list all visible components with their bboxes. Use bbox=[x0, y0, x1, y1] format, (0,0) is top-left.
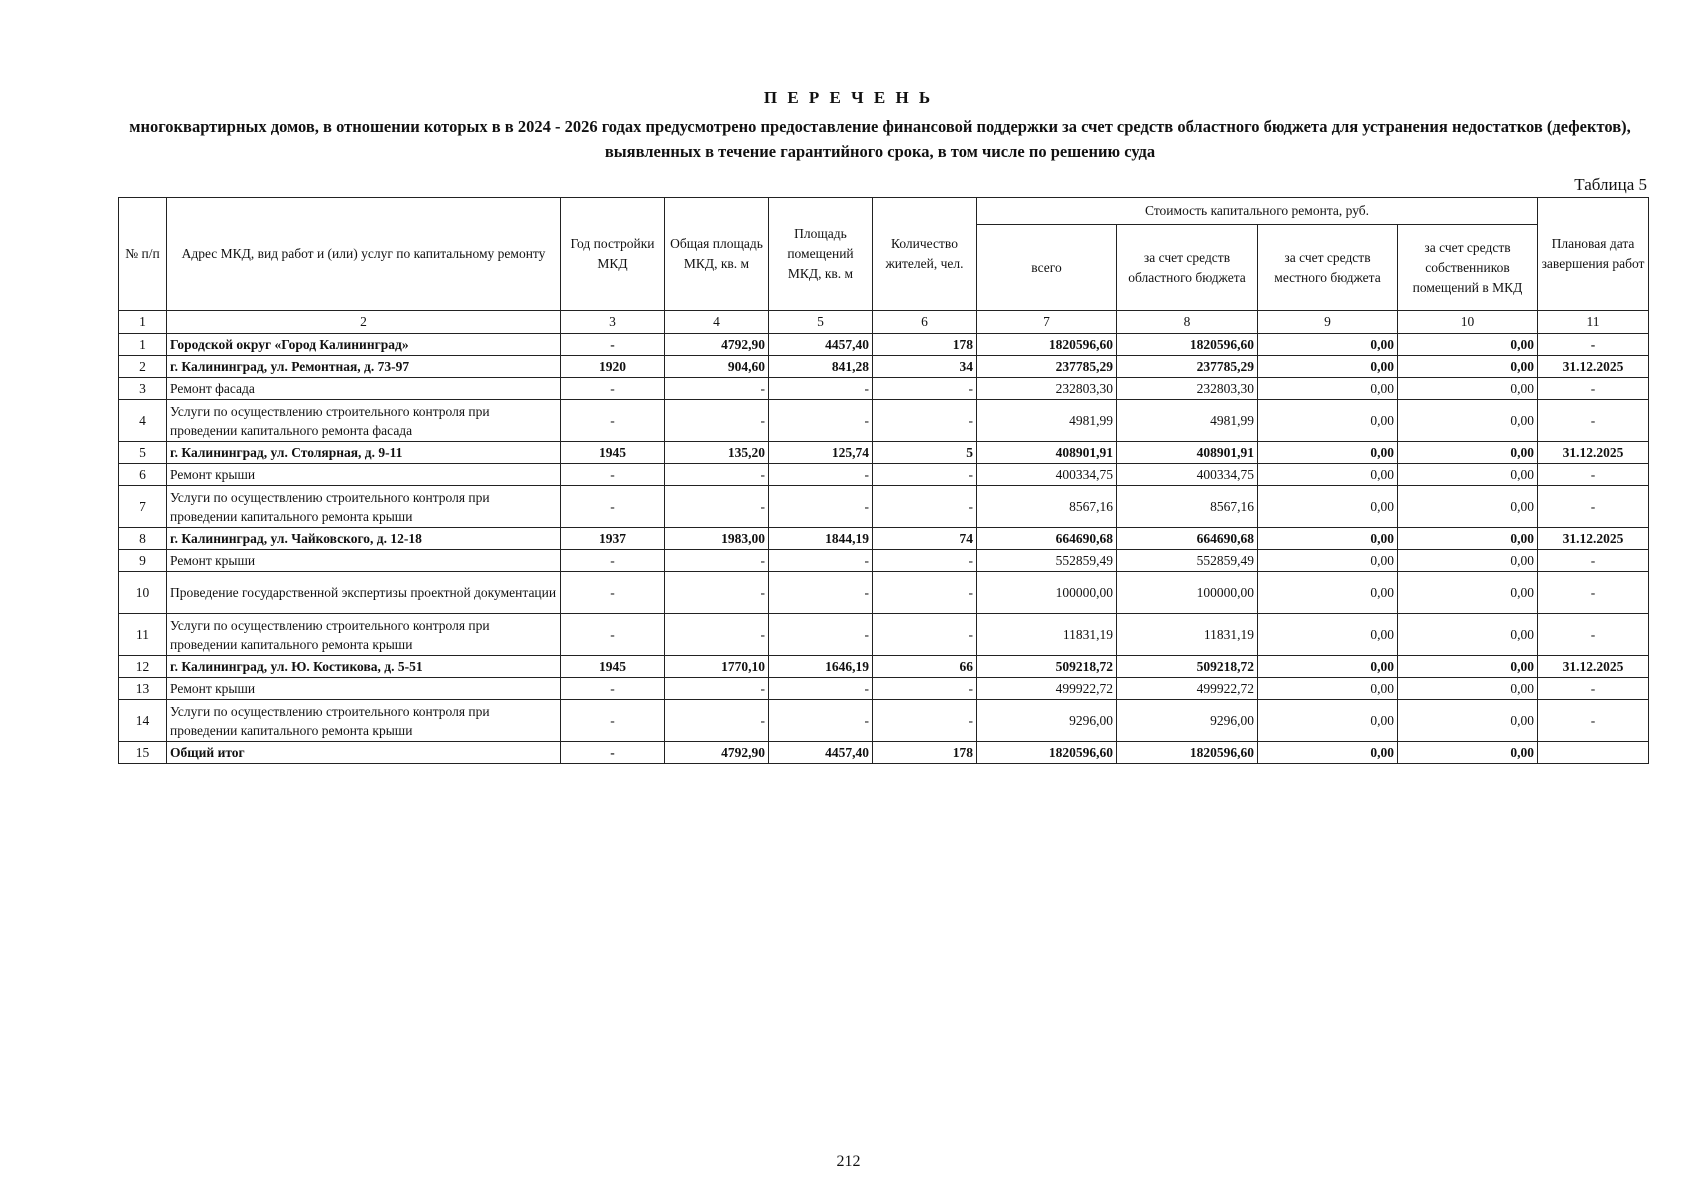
row-premises-area: - bbox=[769, 550, 873, 572]
row-cost-local: 0,00 bbox=[1258, 400, 1398, 442]
page-number: 212 bbox=[836, 1153, 861, 1170]
table-row bbox=[119, 550, 1649, 572]
table-row bbox=[119, 742, 1649, 764]
row-total-area: 1770,10 bbox=[665, 656, 769, 678]
row-cost-regional: 11831,19 bbox=[1117, 614, 1258, 656]
table-row bbox=[119, 356, 1649, 378]
row-total-area: 1983,00 bbox=[665, 528, 769, 550]
row-name: г. Калининград, ул. Чайковского, д. 12-18 bbox=[167, 528, 561, 550]
table-row bbox=[119, 656, 1649, 678]
row-number: 9 bbox=[119, 550, 167, 572]
row-number: 5 bbox=[119, 442, 167, 464]
row-residents: 178 bbox=[873, 334, 977, 356]
row-cost-total: 232803,30 bbox=[977, 378, 1117, 400]
row-residents: - bbox=[873, 678, 977, 700]
row-number: 11 bbox=[119, 614, 167, 656]
row-cost-local: 0,00 bbox=[1258, 742, 1398, 764]
row-number: 4 bbox=[119, 400, 167, 442]
row-year: - bbox=[561, 678, 665, 700]
row-residents: - bbox=[873, 400, 977, 442]
row-total-area: - bbox=[665, 700, 769, 742]
row-cost-total: 400334,75 bbox=[977, 464, 1117, 486]
header-cost-group: Стоимость капитального ремонта, руб. bbox=[977, 198, 1538, 225]
table-row bbox=[119, 572, 1649, 614]
row-total-area: 904,60 bbox=[665, 356, 769, 378]
row-planned-date: - bbox=[1538, 464, 1649, 486]
header-cost-owners: за счет средств собственников помещений в МКД bbox=[1398, 225, 1538, 311]
row-name: Проведение государственной экспертизы проектной документации bbox=[167, 572, 561, 614]
row-cost-total: 664690,68 bbox=[977, 528, 1117, 550]
table-row bbox=[119, 400, 1649, 442]
row-name: Ремонт крыши bbox=[167, 678, 561, 700]
row-cost-local: 0,00 bbox=[1258, 486, 1398, 528]
row-cost-owners: 0,00 bbox=[1398, 572, 1538, 614]
row-year: - bbox=[561, 742, 665, 764]
row-number: 14 bbox=[119, 700, 167, 742]
row-cost-total: 499922,72 bbox=[977, 678, 1117, 700]
row-number: 1 bbox=[119, 334, 167, 356]
row-name: Городской округ «Город Калининград» bbox=[167, 334, 561, 356]
row-year: - bbox=[561, 572, 665, 614]
row-cost-regional: 509218,72 bbox=[1117, 656, 1258, 678]
row-cost-regional: 237785,29 bbox=[1117, 356, 1258, 378]
row-year: 1945 bbox=[561, 656, 665, 678]
row-cost-total: 509218,72 bbox=[977, 656, 1117, 678]
column-number: 10 bbox=[1398, 311, 1538, 334]
row-total-area: - bbox=[665, 378, 769, 400]
row-premises-area: - bbox=[769, 572, 873, 614]
row-cost-regional: 1820596,60 bbox=[1117, 742, 1258, 764]
row-premises-area: 1844,19 bbox=[769, 528, 873, 550]
row-year: - bbox=[561, 464, 665, 486]
row-cost-regional: 232803,30 bbox=[1117, 378, 1258, 400]
column-number: 11 bbox=[1538, 311, 1649, 334]
row-cost-local: 0,00 bbox=[1258, 334, 1398, 356]
row-cost-total: 4981,99 bbox=[977, 400, 1117, 442]
row-cost-regional: 552859,49 bbox=[1117, 550, 1258, 572]
column-number: 6 bbox=[873, 311, 977, 334]
row-premises-area: - bbox=[769, 678, 873, 700]
row-cost-total: 1820596,60 bbox=[977, 742, 1117, 764]
row-planned-date: 31.12.2025 bbox=[1538, 356, 1649, 378]
row-cost-total: 237785,29 bbox=[977, 356, 1117, 378]
row-residents: - bbox=[873, 464, 977, 486]
row-planned-date: - bbox=[1538, 572, 1649, 614]
row-name: Общий итог bbox=[167, 742, 561, 764]
row-premises-area: 4457,40 bbox=[769, 742, 873, 764]
row-premises-area: 841,28 bbox=[769, 356, 873, 378]
row-planned-date: - bbox=[1538, 334, 1649, 356]
row-planned-date: - bbox=[1538, 614, 1649, 656]
row-cost-owners: 0,00 bbox=[1398, 678, 1538, 700]
row-cost-owners: 0,00 bbox=[1398, 400, 1538, 442]
row-cost-regional: 400334,75 bbox=[1117, 464, 1258, 486]
row-year: 1945 bbox=[561, 442, 665, 464]
column-number: 5 bbox=[769, 311, 873, 334]
row-name: Ремонт крыши bbox=[167, 550, 561, 572]
row-total-area: - bbox=[665, 572, 769, 614]
row-cost-regional: 664690,68 bbox=[1117, 528, 1258, 550]
row-planned-date: 31.12.2025 bbox=[1538, 442, 1649, 464]
row-total-area: - bbox=[665, 550, 769, 572]
row-cost-local: 0,00 bbox=[1258, 378, 1398, 400]
row-premises-area: - bbox=[769, 400, 873, 442]
row-cost-local: 0,00 bbox=[1258, 678, 1398, 700]
row-cost-owners: 0,00 bbox=[1398, 528, 1538, 550]
column-number: 8 bbox=[1117, 311, 1258, 334]
row-residents: - bbox=[873, 550, 977, 572]
row-premises-area: - bbox=[769, 614, 873, 656]
row-cost-local: 0,00 bbox=[1258, 550, 1398, 572]
row-number: 3 bbox=[119, 378, 167, 400]
header-year: Год постройки МКД bbox=[561, 198, 665, 311]
row-cost-total: 1820596,60 bbox=[977, 334, 1117, 356]
row-year: - bbox=[561, 400, 665, 442]
row-cost-local: 0,00 bbox=[1258, 528, 1398, 550]
row-number: 7 bbox=[119, 486, 167, 528]
row-premises-area: 4457,40 bbox=[769, 334, 873, 356]
row-total-area: 135,20 bbox=[665, 442, 769, 464]
row-residents: 5 bbox=[873, 442, 977, 464]
row-total-area: - bbox=[665, 464, 769, 486]
row-cost-owners: 0,00 bbox=[1398, 442, 1538, 464]
row-residents: - bbox=[873, 614, 977, 656]
row-residents: 178 bbox=[873, 742, 977, 764]
table-label: Таблица 5 bbox=[1574, 175, 1647, 194]
row-cost-owners: 0,00 bbox=[1398, 464, 1538, 486]
header-cost-regional: за счет средств областного бюджета bbox=[1117, 225, 1258, 311]
header-cost-total: всего bbox=[977, 225, 1117, 311]
column-number-row bbox=[119, 311, 1649, 334]
row-cost-owners: 0,00 bbox=[1398, 550, 1538, 572]
row-cost-owners: 0,00 bbox=[1398, 656, 1538, 678]
table-row bbox=[119, 378, 1649, 400]
column-number: 7 bbox=[977, 311, 1117, 334]
header-total-area: Общая площадь МКД, кв. м bbox=[665, 198, 769, 311]
row-residents: 34 bbox=[873, 356, 977, 378]
row-name: Услуги по осуществлению строительного контроля при проведении капитального ремонта фасада bbox=[167, 400, 561, 442]
row-residents: - bbox=[873, 700, 977, 742]
column-number: 4 bbox=[665, 311, 769, 334]
row-year: - bbox=[561, 378, 665, 400]
header-residents: Количество жителей, чел. bbox=[873, 198, 977, 311]
row-name: г. Калининград, ул. Ремонтная, д. 73-97 bbox=[167, 356, 561, 378]
row-premises-area: - bbox=[769, 378, 873, 400]
row-cost-local: 0,00 bbox=[1258, 356, 1398, 378]
row-cost-regional: 8567,16 bbox=[1117, 486, 1258, 528]
row-name: г. Калининград, ул. Столярная, д. 9-11 bbox=[167, 442, 561, 464]
table-row bbox=[119, 528, 1649, 550]
header-premises-area: Площадь помещений МКД, кв. м bbox=[769, 198, 873, 311]
row-number: 12 bbox=[119, 656, 167, 678]
row-planned-date: 31.12.2025 bbox=[1538, 656, 1649, 678]
row-cost-total: 9296,00 bbox=[977, 700, 1117, 742]
row-total-area: 4792,90 bbox=[665, 742, 769, 764]
row-premises-area: - bbox=[769, 464, 873, 486]
row-total-area: 4792,90 bbox=[665, 334, 769, 356]
table-row bbox=[119, 334, 1649, 356]
row-premises-area: 1646,19 bbox=[769, 656, 873, 678]
row-planned-date: - bbox=[1538, 486, 1649, 528]
row-total-area: - bbox=[665, 486, 769, 528]
row-cost-local: 0,00 bbox=[1258, 464, 1398, 486]
row-number: 8 bbox=[119, 528, 167, 550]
row-residents: - bbox=[873, 486, 977, 528]
row-total-area: - bbox=[665, 400, 769, 442]
row-cost-regional: 9296,00 bbox=[1117, 700, 1258, 742]
table-row bbox=[119, 464, 1649, 486]
row-cost-local: 0,00 bbox=[1258, 572, 1398, 614]
row-cost-owners: 0,00 bbox=[1398, 614, 1538, 656]
row-residents: 66 bbox=[873, 656, 977, 678]
row-total-area: - bbox=[665, 678, 769, 700]
row-number: 15 bbox=[119, 742, 167, 764]
header-planned-date: Плановая дата завершения работ bbox=[1538, 198, 1649, 311]
row-number: 6 bbox=[119, 464, 167, 486]
row-cost-owners: 0,00 bbox=[1398, 334, 1538, 356]
table-row bbox=[119, 678, 1649, 700]
column-number: 3 bbox=[561, 311, 665, 334]
table-row bbox=[119, 486, 1649, 528]
row-premises-area: - bbox=[769, 700, 873, 742]
row-year: - bbox=[561, 334, 665, 356]
row-cost-regional: 100000,00 bbox=[1117, 572, 1258, 614]
row-cost-owners: 0,00 bbox=[1398, 742, 1538, 764]
table-body bbox=[119, 334, 1649, 764]
row-planned-date: - bbox=[1538, 678, 1649, 700]
row-cost-total: 8567,16 bbox=[977, 486, 1117, 528]
row-year: 1937 bbox=[561, 528, 665, 550]
header-num: № п/п bbox=[119, 198, 167, 311]
row-premises-area: - bbox=[769, 486, 873, 528]
table-row bbox=[119, 700, 1649, 742]
document-title: П Е Р Е Ч Е Н Ь bbox=[763, 88, 934, 107]
header-cost-local: за счет средств местного бюджета bbox=[1258, 225, 1398, 311]
column-number: 9 bbox=[1258, 311, 1398, 334]
row-premises-area: 125,74 bbox=[769, 442, 873, 464]
row-planned-date: - bbox=[1538, 700, 1649, 742]
row-number: 2 bbox=[119, 356, 167, 378]
row-planned-date: - bbox=[1538, 378, 1649, 400]
row-name: Услуги по осуществлению строительного контроля при проведении капитального ремонта крыши bbox=[167, 700, 561, 742]
row-year: - bbox=[561, 700, 665, 742]
row-cost-local: 0,00 bbox=[1258, 700, 1398, 742]
row-cost-total: 11831,19 bbox=[977, 614, 1117, 656]
repair-list-table bbox=[118, 197, 1649, 764]
row-name: Ремонт фасада bbox=[167, 378, 561, 400]
row-planned-date: 31.12.2025 bbox=[1538, 528, 1649, 550]
row-planned-date: - bbox=[1538, 550, 1649, 572]
row-cost-total: 408901,91 bbox=[977, 442, 1117, 464]
row-total-area: - bbox=[665, 614, 769, 656]
row-year: - bbox=[561, 614, 665, 656]
row-cost-regional: 4981,99 bbox=[1117, 400, 1258, 442]
row-number: 13 bbox=[119, 678, 167, 700]
column-number: 1 bbox=[119, 311, 167, 334]
row-cost-total: 552859,49 bbox=[977, 550, 1117, 572]
column-number: 2 bbox=[167, 311, 561, 334]
row-name: Услуги по осуществлению строительного контроля при проведении капитального ремонта крыши bbox=[167, 486, 561, 528]
row-year: - bbox=[561, 550, 665, 572]
row-planned-date: - bbox=[1538, 400, 1649, 442]
row-cost-owners: 0,00 bbox=[1398, 700, 1538, 742]
row-cost-regional: 499922,72 bbox=[1117, 678, 1258, 700]
row-year: 1920 bbox=[561, 356, 665, 378]
row-name: Ремонт крыши bbox=[167, 464, 561, 486]
row-cost-local: 0,00 bbox=[1258, 614, 1398, 656]
row-cost-local: 0,00 bbox=[1258, 656, 1398, 678]
row-name: Услуги по осуществлению строительного контроля при проведении капитального ремонта крыши bbox=[167, 614, 561, 656]
row-residents: 74 bbox=[873, 528, 977, 550]
row-cost-regional: 408901,91 bbox=[1117, 442, 1258, 464]
row-cost-total: 100000,00 bbox=[977, 572, 1117, 614]
header-address: Адрес МКД, вид работ и (или) услуг по капитальному ремонту bbox=[167, 198, 561, 311]
row-cost-owners: 0,00 bbox=[1398, 378, 1538, 400]
row-name: г. Калининград, ул. Ю. Костикова, д. 5-51 bbox=[167, 656, 561, 678]
row-cost-owners: 0,00 bbox=[1398, 486, 1538, 528]
document-subtitle: многоквартирных домов, в отношении которых в в 2024 - 2026 годах предусмотрено предоставление финансовой поддержки за счет средств областного бюджета для устранения недостатков (дефектов), выявленных в течение гарантийного срока, в том числе по решению суда bbox=[129, 117, 1631, 161]
row-number: 10 bbox=[119, 572, 167, 614]
row-cost-local: 0,00 bbox=[1258, 442, 1398, 464]
row-year: - bbox=[561, 486, 665, 528]
row-cost-regional: 1820596,60 bbox=[1117, 334, 1258, 356]
table-row bbox=[119, 614, 1649, 656]
table-row bbox=[119, 442, 1649, 464]
row-residents: - bbox=[873, 572, 977, 614]
row-cost-owners: 0,00 bbox=[1398, 356, 1538, 378]
row-planned-date bbox=[1538, 742, 1649, 764]
row-residents: - bbox=[873, 378, 977, 400]
